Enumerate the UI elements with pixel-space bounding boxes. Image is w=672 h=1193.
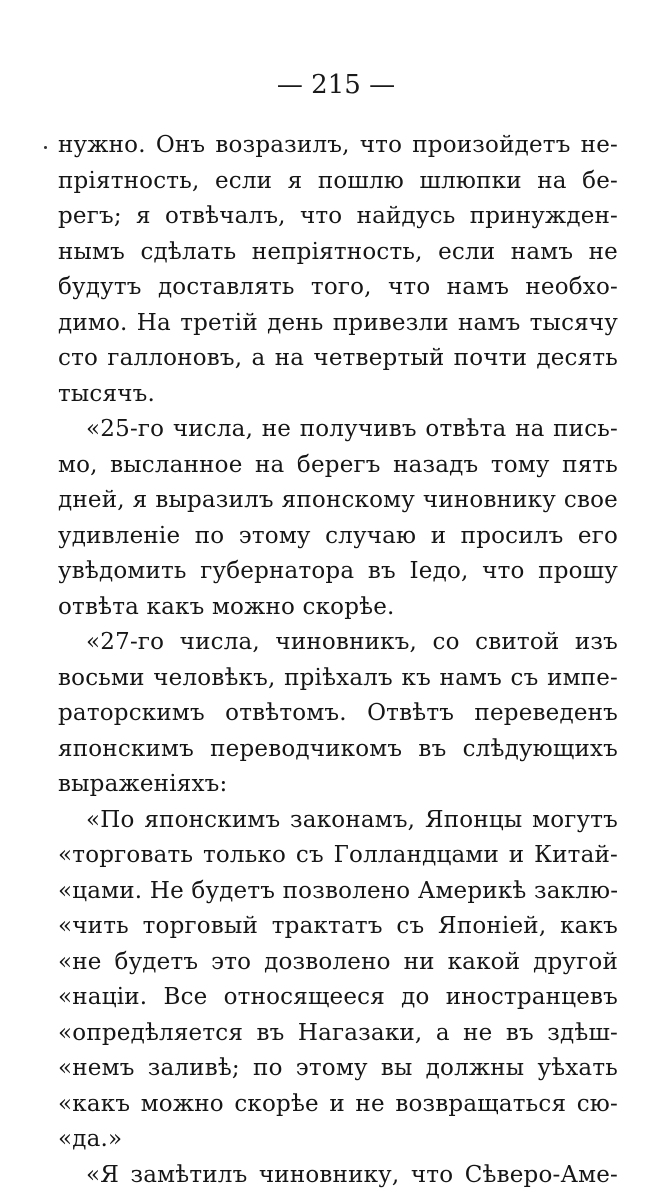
text-line: нужно. Онъ возразилъ, что произойдетъ не-	[58, 128, 618, 164]
text-line: «цами. Не будетъ позволено Америкѣ заклю-	[58, 874, 618, 910]
text-line: удивленіе по этому случаю и просилъ его	[58, 519, 618, 555]
text-line: «Я замѣтилъ чиновнику, что Сѣверо-Аме-	[58, 1158, 618, 1193]
text-line: «опредѣляется въ Нагазаки, а не въ здѣш-	[58, 1016, 618, 1052]
print-speck	[44, 146, 47, 149]
text-line: мо, высланное на берегъ назадъ тому пять	[58, 448, 618, 484]
text-line: «торговать только съ Голландцами и Китай-	[58, 838, 618, 874]
text-line: сто галлоновъ, а на четвертый почти десять	[58, 341, 618, 377]
text-line: «чить торговый трактатъ съ Японіей, какъ	[58, 909, 618, 945]
page-number: — 215 —	[0, 70, 672, 100]
text-line: «какъ можно скорѣе и не возвращаться сю-	[58, 1087, 618, 1123]
text-line: тысячъ.	[58, 377, 618, 413]
text-line: регъ; я отвѣчалъ, что найдусь принужден-	[58, 199, 618, 235]
body-text	[58, 128, 618, 1193]
text-line: «не будетъ это дозволено ни какой другой	[58, 945, 618, 981]
text-line: выраженіяхъ:	[58, 767, 618, 803]
text-line: нымъ сдѣлать непріятность, если намъ не	[58, 235, 618, 271]
text-line: «27-го числа, чиновникъ, со свитой изъ	[58, 625, 618, 661]
text-line: «немъ заливѣ; по этому вы должны уѣхать	[58, 1051, 618, 1087]
text-line: «націи. Все относящееся до иностранцевъ	[58, 980, 618, 1016]
text-line: «да.»	[58, 1122, 618, 1158]
text-line: увѣдомить губернатора въ Іедо, что прошу	[58, 554, 618, 590]
text-line: японскимъ переводчикомъ въ слѣдующихъ	[58, 732, 618, 768]
text-line: дней, я выразилъ японскому чиновнику свое	[58, 483, 618, 519]
text-line: раторскимъ отвѣтомъ. Отвѣтъ переведенъ	[58, 696, 618, 732]
text-line: димо. На третій день привезли намъ тысячу	[58, 306, 618, 342]
text-line: будутъ доставлять того, что намъ необхо-	[58, 270, 618, 306]
text-line: восьми человѣкъ, пріѣхалъ къ намъ съ импе-	[58, 661, 618, 697]
text-line: пріятность, если я пошлю шлюпки на бе-	[58, 164, 618, 200]
text-line: отвѣта какъ можно скорѣе.	[58, 590, 618, 626]
text-line: «25-го числа, не получивъ отвѣта на пись-	[58, 412, 618, 448]
text-line: «По японскимъ законамъ, Японцы могутъ	[58, 803, 618, 839]
